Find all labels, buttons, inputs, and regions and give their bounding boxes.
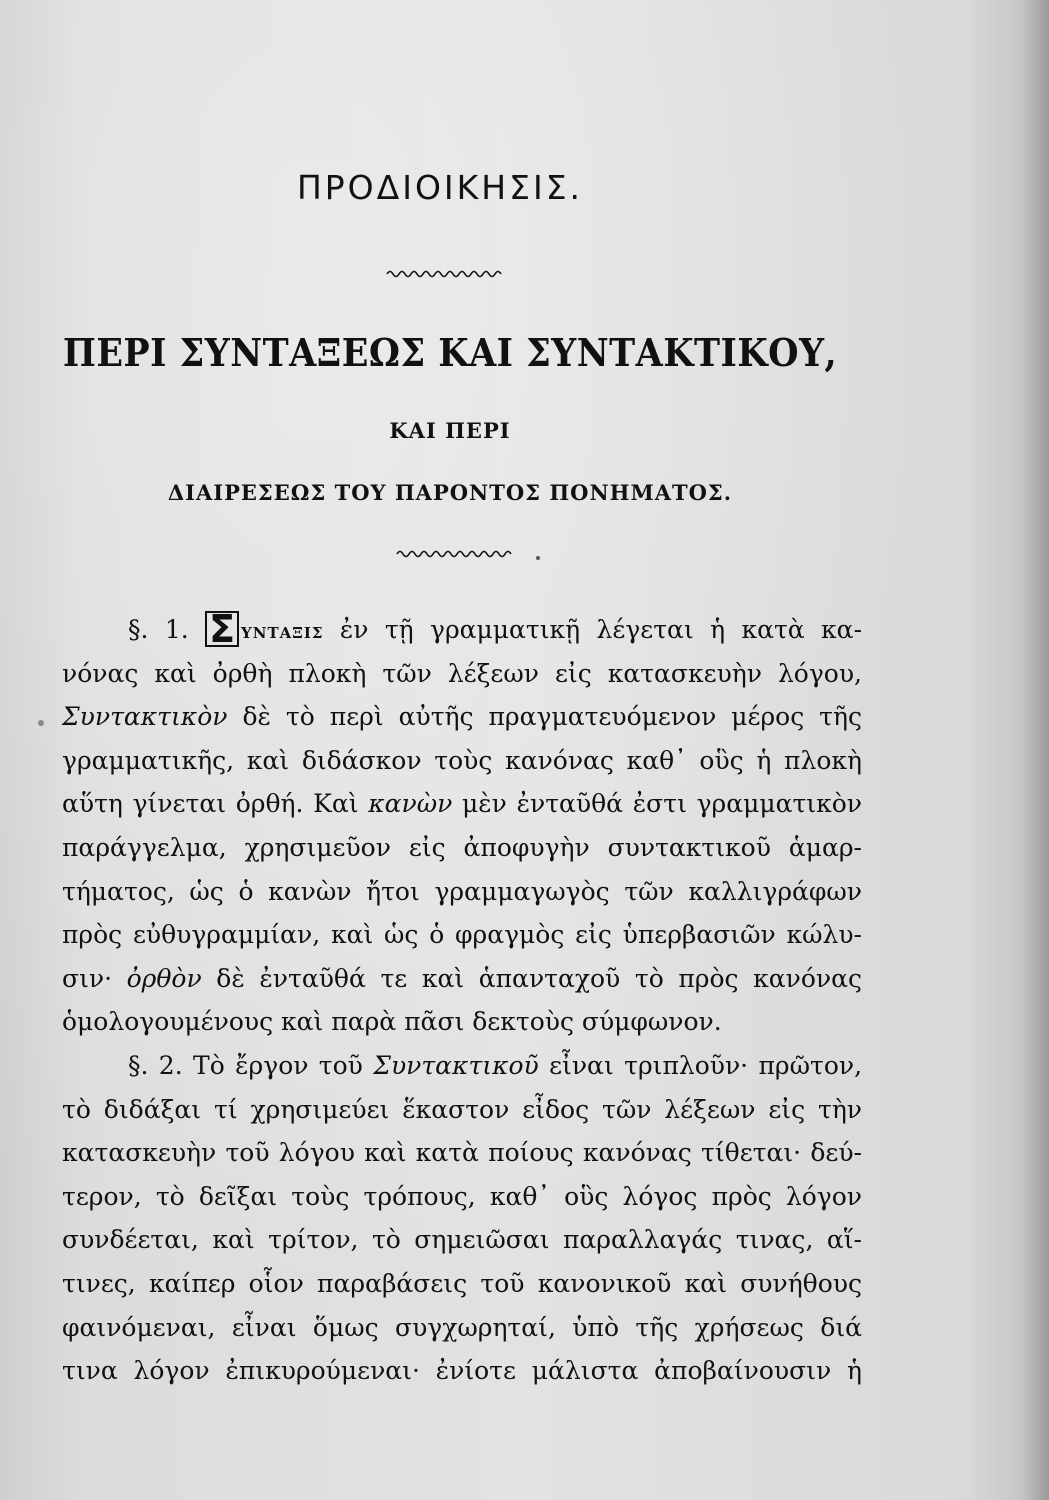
text-span: εἶναι τριπλοῦν· πρῶτον, bbox=[549, 1050, 863, 1080]
paragraph-line: παράγγελμα, χρησιμεῦον εἰς ἀποφυγὴν συντακτικοῦ ἁμαρ- bbox=[62, 832, 862, 862]
paragraph-line: νόνας καὶ ὀρθὴ πλοκὴ τῶν λέξεων εἰς κατασκευὴν λόγου, bbox=[62, 658, 862, 688]
chapter-title: ΠΕΡΙ ΣΥΝΤΑΞΕΩΣ ΚΑΙ ΣΥΝΤΑΚΤΙΚΟΥ, bbox=[62, 330, 838, 375]
drop-cap-letter: Σ bbox=[205, 611, 239, 647]
paragraph-line: γραμματικῆς, καὶ διδάσκον τοὺς κανόνας καθ᾽ οὓς ἡ πλοκὴ bbox=[62, 745, 862, 775]
paragraph-line bbox=[62, 957, 862, 1001]
paragraph-line: πρὸς εὐθυγραμμίαν, καὶ ὡς ὁ φραγμὸς εἰς ὑπερβασιῶν κώλυ- bbox=[62, 920, 862, 950]
ink-speck bbox=[536, 556, 540, 560]
text-span: δὲ τὸ περὶ αὐτῆς πραγματευόμενον μέρος τῆς bbox=[242, 702, 862, 732]
page-edge-shadow bbox=[1021, 0, 1049, 1500]
paragraph-line bbox=[62, 782, 862, 826]
ink-speck bbox=[38, 720, 44, 726]
text-span: αὕτη γίνεται ὀρθή. Καὶ bbox=[62, 789, 359, 819]
page-title: ΠΡΟΔΙΟΙΚΗΣΙΣ. bbox=[296, 168, 584, 207]
italic-term: Συντακτικὸν bbox=[62, 702, 228, 732]
paragraph-line: τερον, τὸ δεῖξαι τοὺς τρόπους, καθ᾽ οὓς λόγος πρὸς λόγον bbox=[62, 1181, 862, 1211]
paragraph-line: τινα λόγον ἐπικυρούμεναι· ἐνίοτε μάλιστα ἀποβαίνουσιν ἡ bbox=[62, 1356, 862, 1386]
section-number: §. 2. bbox=[128, 1050, 183, 1080]
text-span: μὲν ἐνταῦθά ἐστι γραμματικὸν bbox=[462, 789, 862, 819]
paragraph-line: τινες, καίπερ οἷον παραβάσεις τοῦ κανονικοῦ καὶ συνήθους bbox=[62, 1268, 862, 1298]
paragraph-line: τήματος, ὡς ὁ κανὼν ἤτοι γραμμαγωγὸς τῶν καλλιγράφων bbox=[62, 876, 862, 906]
paragraph-line: κατασκευὴν τοῦ λόγου καὶ κατὰ ποίους κανόνας τίθεται· δεύ- bbox=[62, 1138, 862, 1168]
ornamental-rule-top bbox=[385, 268, 505, 280]
section-number: §. 1. bbox=[128, 615, 189, 644]
paragraph-line: ὁμολογουμένους καὶ παρὰ πᾶσι δεκτοὺς σύμφωνον. bbox=[62, 1007, 722, 1037]
paragraph-line: συνδέεται, καὶ τρίτον, τὸ σημειῶσαι παραλλαγάς τινας, αἵ- bbox=[62, 1225, 862, 1255]
italic-term: κανὼν bbox=[368, 789, 453, 819]
ornamental-rule-bottom bbox=[395, 548, 515, 560]
italic-term: ὀρθὸν bbox=[126, 963, 202, 993]
italic-term: Συντακτικοῦ bbox=[373, 1050, 539, 1080]
chapter-subtitle-1: ΚΑΙ ΠΕΡΙ bbox=[389, 418, 511, 443]
paragraph-line bbox=[62, 608, 862, 652]
body-text bbox=[62, 608, 862, 1393]
chapter-subtitle-2: ΔΙΑΙΡΕΣΕΩΣ ΤΟΥ ΠΑΡΟΝΤΟΣ ΠΟΝΗΜΑΤΟΣ. bbox=[167, 480, 733, 505]
text-span: ἐν τῇ γραμματικῇ λέγεται ἡ κατὰ κα- bbox=[339, 615, 863, 644]
paragraph-line bbox=[62, 1044, 862, 1088]
paragraph-line: τὸ διδάξαι τί χρησιμεύει ἕκαστον εἶδος τῶν λέξεων εἰς τὴν bbox=[62, 1094, 862, 1124]
text-span: δὲ ἐνταῦθά τε καὶ ἁπανταχοῦ τὸ πρὸς κανόνας bbox=[216, 963, 862, 993]
paragraph-line: φαινόμεναι, εἶναι ὅμως συγχωρηταί, ὑπὸ τῆς χρήσεως διά bbox=[62, 1312, 862, 1342]
text-span: Τὸ ἔργον τοῦ bbox=[193, 1050, 363, 1080]
paragraph-line bbox=[62, 695, 862, 739]
text-span: σιν· bbox=[62, 963, 113, 993]
small-caps-word: ΥΝΤΑΞΙΣ bbox=[241, 624, 324, 642]
